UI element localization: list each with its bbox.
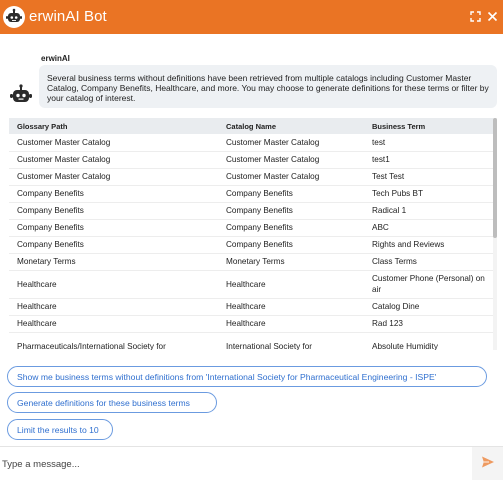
catalog-name-cell: Company Benefits xyxy=(218,202,364,219)
table-row xyxy=(9,315,493,332)
catalog-name-cell: Healthcare xyxy=(218,315,364,332)
table-row xyxy=(9,185,493,202)
column-header: Glossary Path xyxy=(17,121,68,131)
catalog-name-cell: International Society for xyxy=(218,332,364,350)
catalog-name-cell: Customer Master Catalog xyxy=(218,168,364,185)
column-header: Catalog Name xyxy=(226,121,277,131)
robot-icon xyxy=(9,83,33,107)
table-row xyxy=(9,332,493,350)
catalog-name-cell: Company Benefits xyxy=(218,185,364,202)
glossary-path-cell: Pharmaceuticals/International Society for xyxy=(9,332,218,350)
business-term-cell: Tech Pubs BT xyxy=(364,185,493,202)
message-input[interactable] xyxy=(0,447,472,480)
expand-icon[interactable] xyxy=(468,9,482,23)
catalog-name-cell: Monetary Terms xyxy=(218,253,364,270)
business-term-cell: Radical 1 xyxy=(364,202,493,219)
sender-name: erwinAI xyxy=(41,54,70,63)
glossary-path-cell: Company Benefits xyxy=(9,236,218,253)
glossary-path-cell: Monetary Terms xyxy=(9,253,218,270)
header-bar xyxy=(0,0,503,34)
send-icon xyxy=(481,455,495,474)
table-row xyxy=(9,202,493,219)
glossary-path-cell: Healthcare xyxy=(9,315,218,332)
catalog-name-cell: Customer Master Catalog xyxy=(218,151,364,168)
glossary-path-cell: Customer Master Catalog xyxy=(9,168,218,185)
catalog-name-cell: Customer Master Catalog xyxy=(218,134,364,151)
glossary-path-cell: Company Benefits xyxy=(9,202,218,219)
suggestion-chip-ispe[interactable]: Show me business terms without definitions from 'International Society for Pharmaceutical Engineering - ISPE' xyxy=(7,366,487,387)
glossary-path-cell: Healthcare xyxy=(9,270,218,298)
results-table[interactable] xyxy=(9,118,497,350)
business-term-cell: Catalog Dine xyxy=(364,298,493,315)
business-term-cell: ABC xyxy=(364,219,493,236)
business-term-cell: test1 xyxy=(364,151,493,168)
suggestion-chip-limit-results[interactable]: Limit the results to 10 xyxy=(7,419,113,440)
table-row xyxy=(9,298,493,315)
table-row xyxy=(9,253,493,270)
table-row xyxy=(9,270,493,298)
catalog-name-cell: Company Benefits xyxy=(218,219,364,236)
table-header-row xyxy=(9,118,493,134)
business-term-cell: Rad 123 xyxy=(364,315,493,332)
business-term-cell: Test Test xyxy=(364,168,493,185)
message-input-bar xyxy=(0,446,503,480)
table-scrollbar-thumb[interactable] xyxy=(493,118,497,238)
business-term-cell: test xyxy=(364,134,493,151)
glossary-path-cell: Company Benefits xyxy=(9,185,218,202)
header-title: erwinAI Bot xyxy=(29,8,107,25)
suggestion-chip-generate-definitions[interactable]: Generate definitions for these business terms xyxy=(7,392,217,413)
business-term-cell: Absolute Humidity xyxy=(364,332,493,350)
business-term-cell: Rights and Reviews xyxy=(364,236,493,253)
glossary-path-cell: Company Benefits xyxy=(9,219,218,236)
table-row xyxy=(9,219,493,236)
chat-area[interactable] xyxy=(0,34,503,446)
send-button[interactable] xyxy=(472,447,503,480)
table-row xyxy=(9,134,493,151)
table-row xyxy=(9,168,493,185)
message-bubble: Several business terms without definitions have been retrieved from multiple catalogs including Customer Master Catalog, Company Benefits, Healthcare, and more. You may choose to generate definitions for these terms or filter by your catalog of interest. xyxy=(39,65,497,108)
glossary-path-cell: Customer Master Catalog xyxy=(9,151,218,168)
business-term-cell: Class Terms xyxy=(364,253,493,270)
column-header: Business Term xyxy=(372,121,426,131)
table-row xyxy=(9,236,493,253)
glossary-path-cell: Customer Master Catalog xyxy=(9,134,218,151)
catalog-name-cell: Company Benefits xyxy=(218,236,364,253)
catalog-name-cell: Healthcare xyxy=(218,298,364,315)
robot-icon xyxy=(3,6,25,28)
catalog-name-cell: Healthcare xyxy=(218,270,364,298)
table-row xyxy=(9,151,493,168)
glossary-path-cell: Healthcare xyxy=(9,298,218,315)
business-term-cell: Customer Phone (Personal) on air xyxy=(364,270,493,298)
close-icon[interactable] xyxy=(485,9,499,23)
